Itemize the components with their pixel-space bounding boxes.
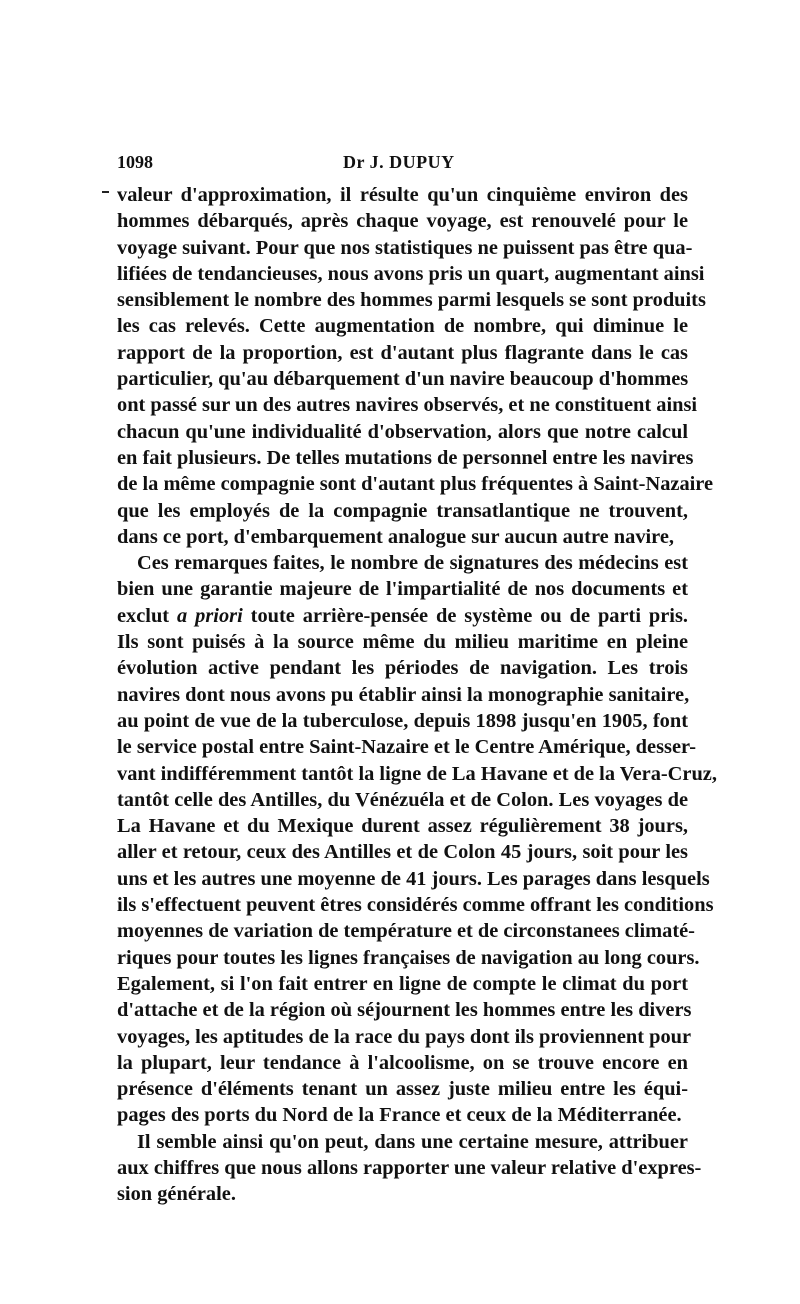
text-line: Ces remarques faites, le nombre de signatures des médecins est <box>137 552 688 575</box>
text-line: en fait plusieurs. De telles mutations de personnel entre les navires <box>117 446 694 469</box>
text-line: La Havane et du Mexique durent assez régulièrement 38 jours, <box>117 815 688 838</box>
text-line: navires dont nous avons pu établir ainsi la monographie sanitaire, <box>117 683 690 706</box>
text-line: le service postal entre Saint-Nazaire et le Centre Amérique, desser- <box>117 736 697 759</box>
paragraph-2 <box>117 550 717 1129</box>
text-line: évolution active pendant les périodes de navigation. Les trois <box>117 657 688 680</box>
text-line: lifiées de tendancieuses, nous avons pris un quart, augmentant ainsi <box>117 262 705 285</box>
text-line: Ils sont puisés à la source même du milieu maritime en pleine <box>117 631 688 654</box>
text-line: dans ce port, d'embarquement analogue sur aucun autre navire, <box>117 525 675 548</box>
text-line: présence d'éléments tenant un assez juste milieu entre les équi- <box>117 1078 688 1101</box>
text-line: vant indifféremment tantôt la ligne de La Havane et de la Vera-Cruz, <box>117 762 717 785</box>
text-line: rapport de la proportion, est d'autant plus flagrante dans le cas <box>117 341 688 364</box>
text-line: voyages, les aptitudes de la race du pays dont ils proviennent pour <box>117 1025 692 1048</box>
text-line: ils s'effectuent peuvent êtres considérés comme offrant les conditions <box>117 894 714 917</box>
text-line: que les employés de la compagnie transatlantique ne trouvent, <box>117 499 688 522</box>
text-line: les cas relevés. Cette augmentation de nombre, qui diminue le <box>117 315 688 338</box>
running-head-author: Dr J. DUPUY <box>343 152 455 172</box>
paragraph-1 <box>117 182 714 550</box>
text-line: moyennes de variation de température et de circonstanees climaté- <box>117 920 695 943</box>
text-line: voyage suivant. Pour que nos statistiques ne puissent pas être qua- <box>117 236 693 259</box>
text-line: particulier, qu'au débarquement d'un navire beaucoup d'hommes <box>117 368 689 391</box>
text-line: ont passé sur un des autres navires observés, et ne constituent ainsi <box>117 394 698 417</box>
text-line: valeur d'approximation, il résulte qu'un cinquième environ des <box>117 184 688 206</box>
italic-phrase: a priori <box>177 604 243 627</box>
text-line: la plupart, leur tendance à l'alcoolisme, on se trouve encore en <box>117 1051 688 1074</box>
text-line: Il semble ainsi qu'on peut, dans une certaine mesure, attribuer <box>137 1130 688 1153</box>
page-number: 1098 <box>117 152 153 172</box>
text-line: chacun qu'une individualité d'observation, alors que notre calcul <box>117 420 688 443</box>
text-line: bien une garantie majeure de l'impartialité de nos documents et <box>117 578 688 601</box>
running-head <box>113 152 686 176</box>
text-line: aux chiffres que nous allons rapporter une valeur relative d'expres- <box>117 1156 702 1179</box>
text-line: au point de vue de la tuberculose, depuis 1898 jusqu'en 1905, font <box>117 709 688 732</box>
text-line: Egalement, si l'on fait entrer en ligne de compte le climat du port <box>117 972 688 995</box>
text-line: sion générale. <box>117 1183 236 1206</box>
text-line: sensiblement le nombre des hommes parmi lesquels se sont produits <box>117 289 706 312</box>
text-segment: exclut <box>117 604 178 627</box>
text-line: hommes débarqués, après chaque voyage, est renouvelé pour le <box>117 210 688 233</box>
paragraph-3 <box>117 1129 702 1208</box>
body-text <box>117 182 717 1208</box>
text-line: aller et retour, ceux des Antilles et de Colon 45 jours, soit pour les <box>117 841 688 864</box>
text-line: riques pour toutes les lignes françaises de navigation au long cours. <box>117 946 700 969</box>
text-line: d'attache et de la région où séjournent les hommes entre les divers <box>117 999 692 1022</box>
text-line: de la même compagnie sont d'autant plus fréquentes à Saint-Nazaire <box>117 473 714 496</box>
text-line: tantôt celle des Antilles, du Vénézuéla et de Colon. Les voyages de <box>117 788 688 811</box>
text-line: uns et les autres une moyenne de 41 jours. Les parages dans lesquels <box>117 867 710 890</box>
margin-dash <box>102 191 109 193</box>
text-line-with-italic <box>117 603 688 629</box>
text-segment: toute arrière-pensée de système ou de parti pris. <box>242 604 689 627</box>
text-line: pages des ports du Nord de la France et ceux de la Méditerranée. <box>117 1104 682 1127</box>
